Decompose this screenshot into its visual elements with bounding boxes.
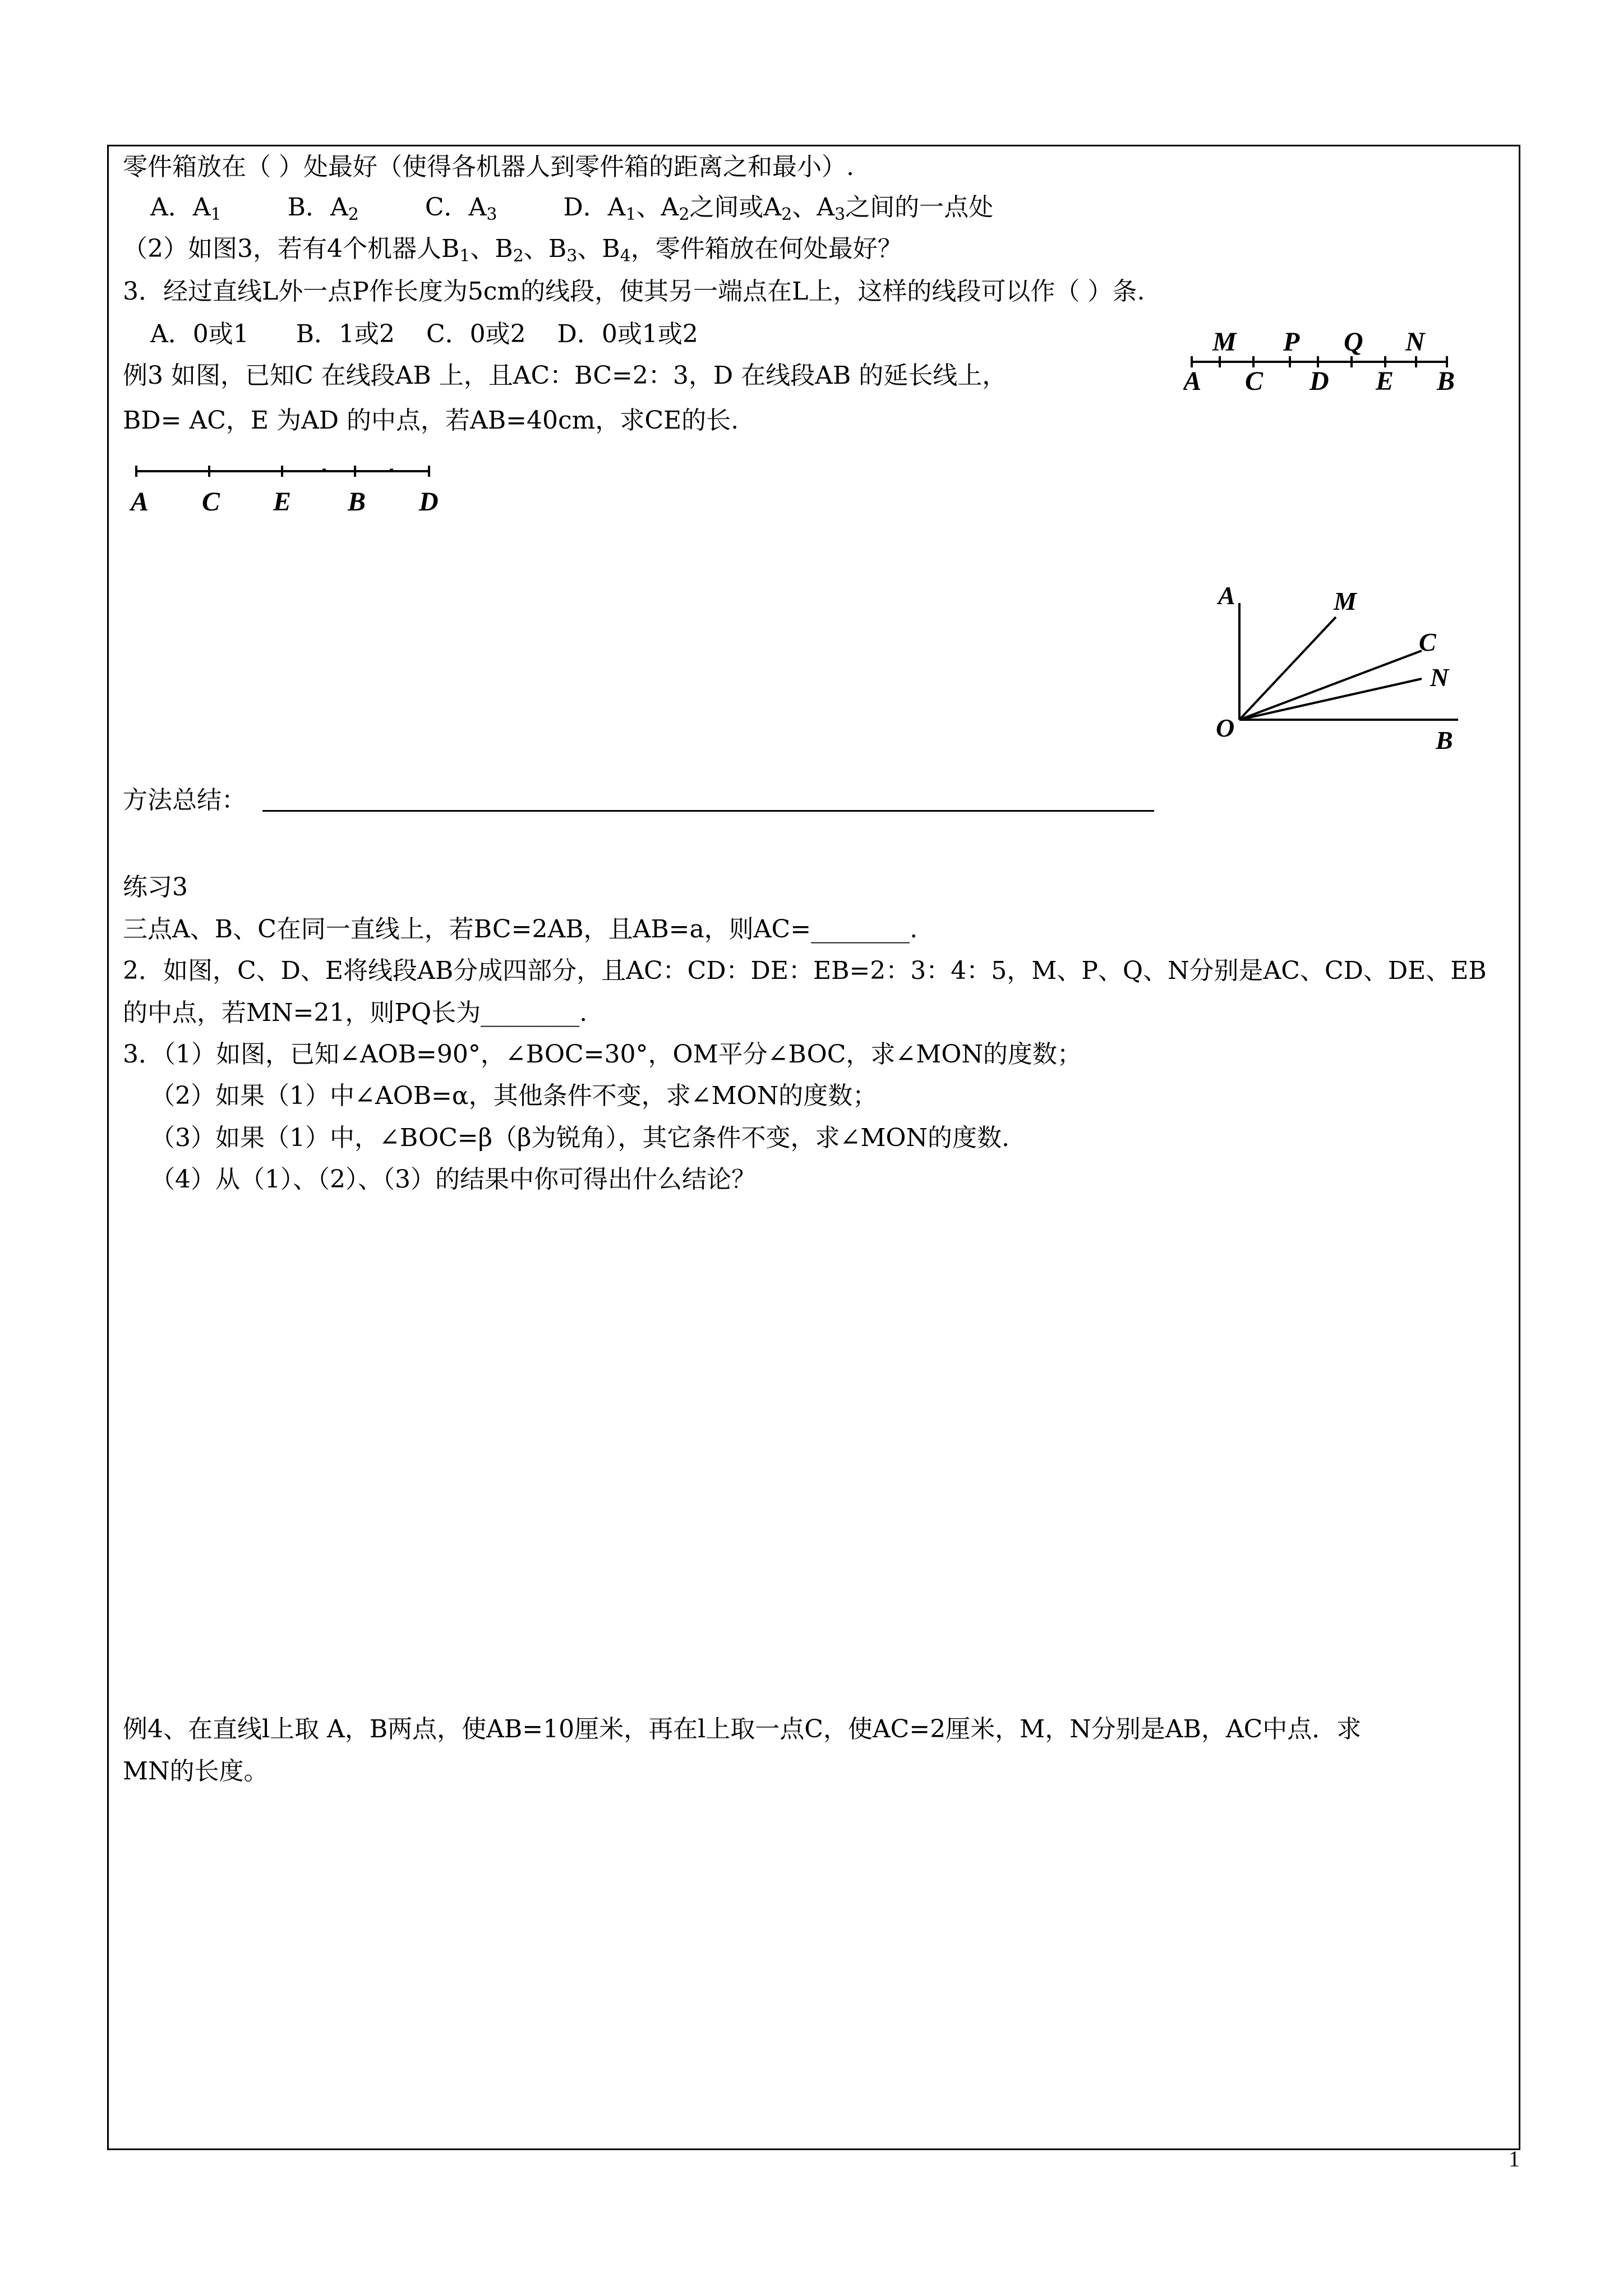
label-e2: E	[273, 487, 292, 517]
practice-q3-part1: 3．（1）如图，已知∠AOB=90°，∠BOC=30°，OM平分∠BOC，求∠MON的度数；	[123, 1040, 1082, 1069]
method-summary-label: 方法总结：	[123, 786, 246, 815]
label-b: B	[1437, 366, 1455, 396]
label-n: N	[1405, 327, 1425, 357]
label-e: E	[1376, 366, 1394, 396]
example4-line2: MN的长度。	[123, 1757, 269, 1786]
label-q: Q	[1344, 327, 1363, 357]
page-number: 1	[1509, 2146, 1520, 2171]
label-c2: C	[202, 487, 220, 517]
page-border	[107, 145, 1520, 2150]
q3-stem: 3．经过直线L外一点P作长度为5cm的线段，使其另一端点在L上，这样的线段可以作（ ）条.	[123, 277, 1145, 306]
example4-line1: 例4、在直线l上取 A，B两点，使AB=10厘米，再在l上取一点C，使AC=2厘米，M，N分别是AB，AC中点．求	[123, 1715, 1362, 1743]
label-d2: D	[419, 487, 439, 517]
option-b[interactable]: B．$A_2$	[287, 193, 359, 224]
q3-options: A．0或1 B．1或2 C．0或2 D．0或1或2	[150, 320, 698, 348]
practice-q3-part3: （3）如果（1）中，∠BOC=β（β为锐角），其它条件不变，求∠MON的度数.	[150, 1124, 1009, 1152]
example3-line1: 例3 如图，已知C 在线段AB 上，且AC：BC=2：3，D 在线段AB 的延长线上，	[123, 361, 1007, 390]
option-c[interactable]: C．$A_3$	[425, 193, 497, 224]
practice-q3-part2: （2）如果（1）中∠AOB=α，其他条件不变，求∠MON的度数；	[150, 1082, 878, 1110]
label-angle-a: A	[1218, 581, 1235, 610]
label-d: D	[1310, 366, 1329, 396]
q2-stem: 零件箱放在（ ）处最好（使得各机器人到零件箱的距离之和最小）.	[123, 153, 854, 181]
label-p: P	[1283, 327, 1300, 357]
option-d[interactable]: D．$A_1$、$A_2$之间或$A_2$、$A_3$之间的一点处	[563, 193, 994, 224]
option-a[interactable]: A．$A_1$	[150, 193, 222, 224]
label-b2: B	[348, 487, 366, 517]
practice3-title: 练习3	[123, 873, 188, 901]
label-angle-m: M	[1334, 587, 1357, 615]
practice-q1: 三点A、B、C在同一直线上，若BC=2AB，且AB=a，则AC=________.	[123, 915, 918, 944]
practice-q2-line1: 2．如图，C、D、E将线段AB分成四部分，且AC：CD：DE：EB=2：3：4：5，M、P、Q、N分别是AC、CD、DE、EB	[123, 956, 1487, 985]
q2-part2: （2）如图3，若有4个机器人$B_1$、$B_2$、$B_3$、$B_4$，零件箱放在何处最好？	[123, 234, 902, 266]
label-c: C	[1245, 366, 1264, 396]
label-a2: A	[131, 487, 149, 517]
label-angle-o: O	[1216, 714, 1235, 742]
practice-q3-part4: （4）从（1）、（2）、（3）的结果中你可得出什么结论？	[150, 1165, 756, 1194]
label-a: A	[1183, 366, 1202, 396]
label-angle-n: N	[1430, 663, 1449, 692]
example3-line2: BD= AC，E 为AD 的中点，若AB=40cm，求CE的长.	[123, 406, 739, 435]
label-angle-c: C	[1419, 628, 1436, 656]
practice-q2-line2: 的中点，若MN=21，则PQ长为________.	[123, 999, 588, 1027]
label-m: M	[1212, 327, 1237, 357]
label-angle-b: B	[1436, 726, 1453, 754]
